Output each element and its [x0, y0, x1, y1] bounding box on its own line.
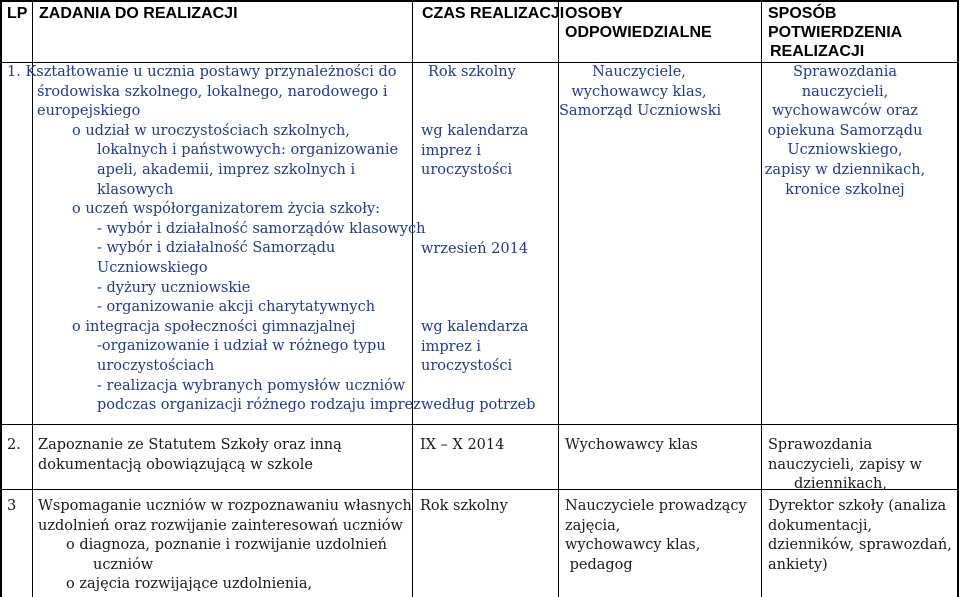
row2-lp: 2.	[7, 437, 21, 453]
row1-time-calendar-2: wg kalendarza imprez i uroczystości	[421, 319, 529, 375]
row3-time: Rok szkolny	[420, 498, 508, 514]
table-border-top	[0, 0, 959, 2]
row2-task: Zapoznanie ze Statutem Szkoły oraz inną dokumentacją obowiązującą w szkole	[38, 437, 342, 473]
header-time: CZAS REALIZACJI	[422, 5, 565, 22]
header-persons: OSOBY ODPOWIEDZIALNE	[565, 5, 712, 41]
row3-task: Wspomaganie uczniów w rozpoznawaniu własnych uzdolnień oraz rozwijanie zainteresowań uczniów o diagnoza, poznanie i rozwijanie uzdolnień uczniów o zajęcia rozwijające uzdolnienia,	[38, 498, 412, 593]
row1-confirmation: Sprawozdania nauczycieli, wychowawców oraz opiekuna Samorządu Uczniowskiego, zapisy w dziennikach, kronice szkolnej	[764, 64, 926, 198]
header-tasks: ZADANIA DO REALIZACJI	[39, 5, 238, 22]
row3-confirmation: Dyrektor szkoły (analiza dokumentacji, dzienników, sprawozdań, ankiety)	[768, 498, 952, 573]
row2-time: IX – X 2014	[420, 437, 505, 453]
row2-confirmation: Sprawozdania nauczycieli, zapisy w dziennikach,	[768, 437, 922, 493]
row1-time-as-needed: według potrzeb	[421, 397, 536, 413]
header-lp: LP	[7, 5, 28, 22]
header-confirmation: SPOSÓB POTWIERDZENIA REALIZACJI	[768, 5, 903, 60]
row1-time-year: Rok szkolny	[428, 64, 516, 80]
row1-time-september: wrzesień 2014	[421, 241, 529, 257]
row-divider-1	[0, 424, 959, 425]
row1-task: 1. Kształtowanie u ucznia postawy przynależności do środowiska szkolnego, lokalnego, narodowego i europejskiego o udział w uroczystościach szkolnych, lokalnych i państwowych: organizowanie apeli, akademii, imprez szkolnych i klasowych o uczeń współorganizatorem życia szkoły: - wybór i działalność samorządów klasowych - wybór i działalność Samorządu Uczniowskiego - dyżury uczniowskie - organizowanie akcji charytatywnych o integracja społeczności gimnazjalnej -organizowanie i udział w różnego typu uroczystościach - realizacja wybranych pomysłów uczniów podczas organizacji różnego rodzaju imprez	[7, 64, 426, 414]
row2-persons: Wychowawcy klas	[565, 437, 698, 453]
row1-time-calendar: wg kalendarza imprez i uroczystości	[421, 123, 529, 179]
table-border-right	[957, 0, 959, 597]
row1-persons: Nauczyciele, wychowawcy klas, Samorząd Uczniowski	[559, 64, 722, 120]
row3-persons: Nauczyciele prowadzący zajęcia, wychowawcy klas, pedagog	[565, 498, 747, 573]
row3-lp: 3	[7, 498, 17, 514]
